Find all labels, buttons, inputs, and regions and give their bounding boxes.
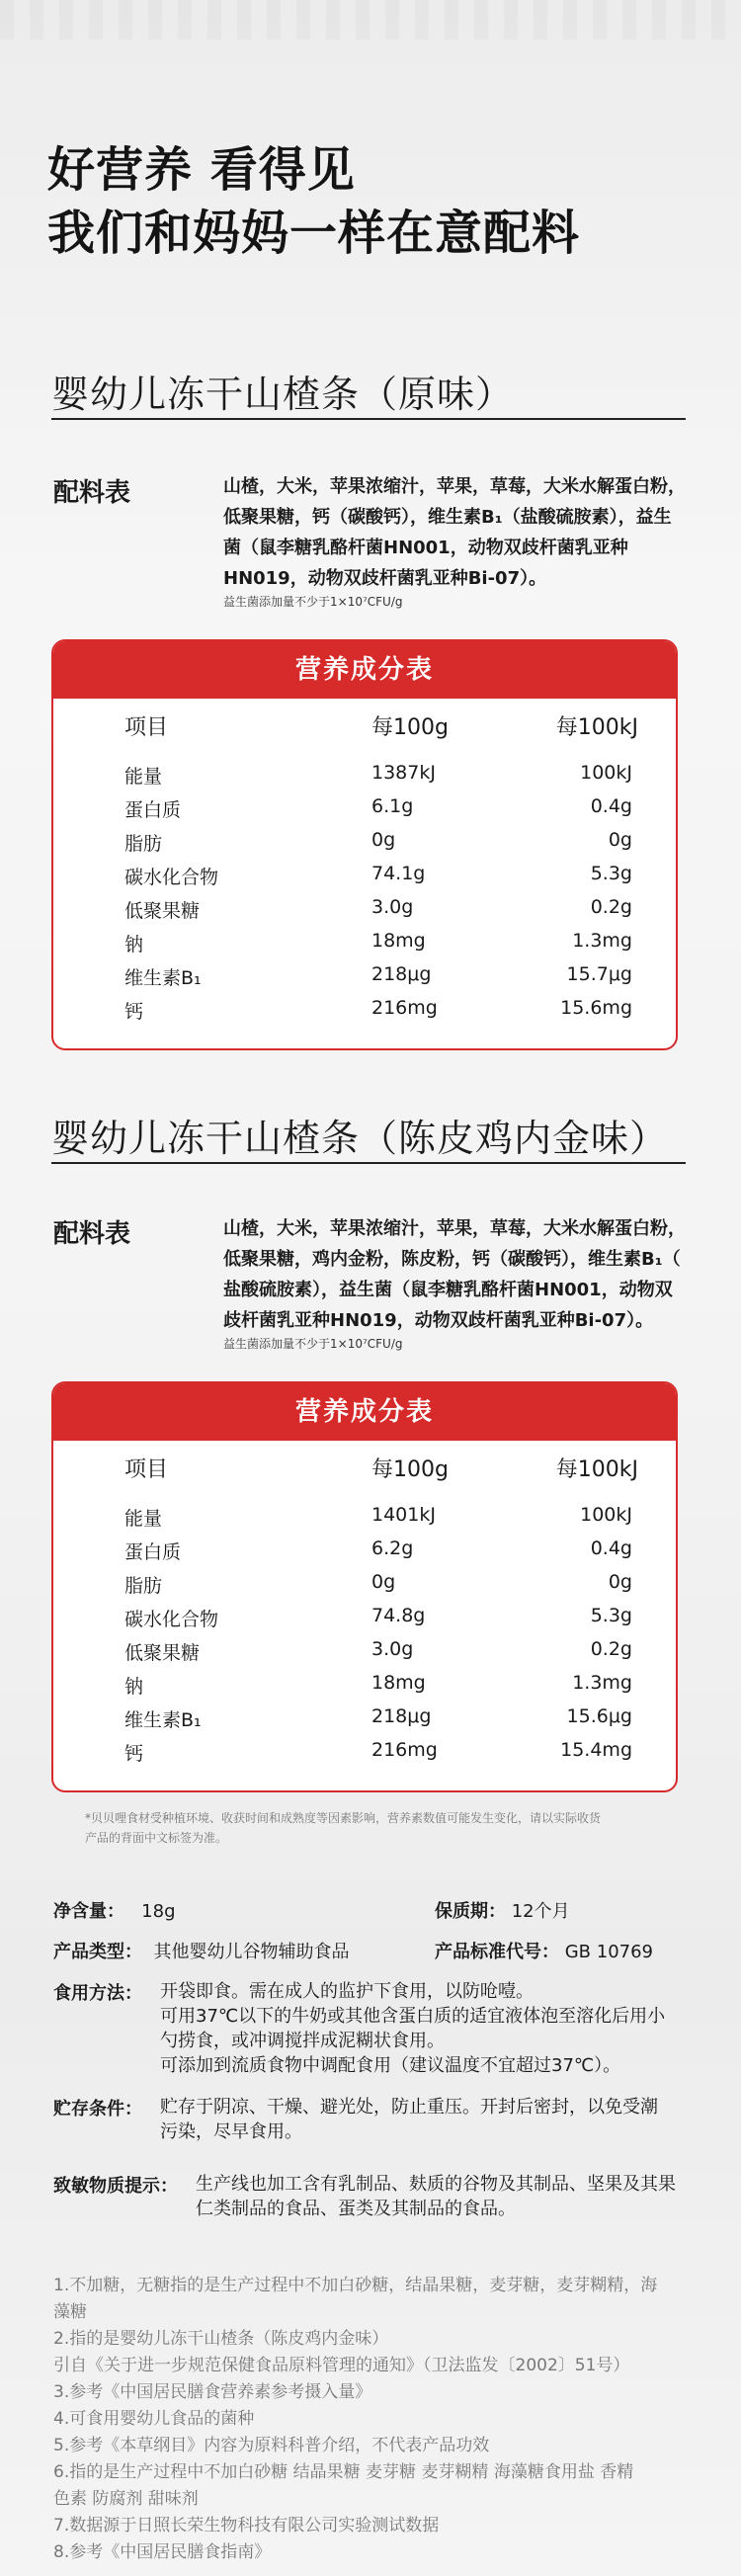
ingredients-line: 低聚果糖，鸡内金粉，陈皮粉，钙（碳酸钙），维生素B₁（: [223, 1249, 681, 1270]
nutrition-table-title: 营养成分表: [53, 641, 676, 699]
ingredients-line: 山楂，大米，苹果浓缩汁，苹果，草莓，大米水解蛋白粉，: [223, 1218, 686, 1239]
allergen-line: 仁类制品的食品、蛋类及其制品的食品。: [196, 2199, 516, 2219]
per-100kj-value: 0g: [608, 829, 632, 851]
product-standard-value: GB 10769: [564, 1942, 654, 1962]
per-100g-value: 0g: [371, 1571, 396, 1593]
table-row: [53, 1672, 676, 1705]
footnote: 引自《关于进一步规范保健食品原料管理的通知》（卫法监发〔2002〕51号）: [53, 2356, 630, 2375]
disclaimer-line: *贝贝哩食材受种植环境、收获时间和成熟度等因素影响，营养素数值可能发生变化，请以实际收货: [85, 1811, 602, 1825]
allergen-line: 生产线也加工含有乳制品、麸质的谷物及其制品、坚果及其果: [196, 2174, 676, 2195]
per-100kj-value: 5.3g: [590, 863, 632, 884]
footnote: 7.数据源于日照长荣生物科技有限公司实验测试数据: [53, 2516, 440, 2535]
footnote: 6.指的是生产过程中不加白砂糖 结晶果糖 麦芽糖 麦芽糊精 海藻糖食用盐 香精: [53, 2462, 634, 2482]
probiotic-note: 益生菌添加量不少于1×10⁷CFU/g: [223, 595, 403, 609]
net-content: [53, 1897, 176, 1923]
ingredients-label: 配料表: [53, 1219, 131, 1249]
nutrition-header-row: [53, 1453, 676, 1504]
ingredients-line: 菌（鼠李糖乳酪杆菌HN001，动物双歧杆菌乳亚种: [223, 538, 628, 558]
per-100kj-value: 15.7μg: [566, 963, 632, 985]
table-row: [53, 997, 676, 1031]
header-per-100kj: 每100kJ: [555, 1457, 638, 1482]
nutrient-name: 能量: [124, 1508, 163, 1530]
shelf-life-label: 保质期：: [435, 1901, 506, 1922]
nutrition-table-title: 营养成分表: [53, 1383, 676, 1441]
footnote: 2.指的是婴幼儿冻干山楂条（陈皮鸡内金味）: [53, 2329, 389, 2349]
per-100kj-value: 5.3g: [590, 1605, 632, 1626]
nutrition-table: [51, 639, 678, 1050]
per-100g-value: 1387kJ: [371, 762, 436, 784]
nutrient-name: 碳水化合物: [124, 867, 219, 888]
per-100g-value: 216mg: [371, 1739, 438, 1761]
hero-heading: [47, 138, 580, 265]
per-100kj-value: 0.2g: [590, 1638, 632, 1660]
nutrient-name: 能量: [124, 766, 163, 788]
product-title: 婴幼儿冻干山楂条（陈皮鸡内金味）: [51, 1117, 669, 1160]
footnote: 8.参考《中国居民膳食指南》: [53, 2542, 272, 2562]
shelf-life: [435, 1897, 570, 1923]
per-100g-value: 218μg: [371, 1705, 432, 1727]
nutrient-name: 低聚果糖: [124, 900, 201, 922]
footnote: 4.可食用婴幼儿食品的菌种: [53, 2409, 255, 2429]
usage-label-wrap: [53, 1979, 142, 2005]
nutrient-name: 蛋白质: [124, 799, 182, 821]
table-row: [53, 829, 676, 863]
per-100kj-value: 1.3mg: [572, 930, 632, 952]
per-100g-value: 74.8g: [371, 1605, 426, 1626]
per-100kj-value: 0.2g: [590, 896, 632, 918]
per-100kj-value: 100kJ: [580, 762, 632, 784]
nutrition-header-row: [53, 710, 676, 762]
per-100g-value: 1401kJ: [371, 1504, 436, 1526]
nutrient-name: 脂肪: [124, 1575, 163, 1597]
footnote: 藻糖: [53, 2302, 87, 2322]
product-title: 婴幼儿冻干山楂条（原味）: [51, 373, 515, 416]
ingredients-line: 盐酸硫胺素），益生菌（鼠李糖乳酪杆菌HN001，动物双: [223, 1280, 673, 1300]
table-row: [53, 863, 676, 896]
usage-line: 可用37℃以下的牛奶或其他含蛋白质的适宜液体泡至溶化后用小: [160, 2006, 666, 2027]
net-content-label: 净含量：: [53, 1901, 124, 1922]
allergen-label-wrap: [53, 2172, 178, 2198]
per-100g-value: 18mg: [371, 930, 426, 952]
footnote: 3.参考《中国居民膳食营养素参考摄入量》: [53, 2382, 372, 2402]
title-divider: [51, 418, 686, 420]
allergen-label: 致敏物质提示：: [53, 2176, 178, 2197]
table-row: [53, 930, 676, 963]
per-100kj-value: 15.6μg: [566, 1705, 632, 1727]
table-row: [53, 1571, 676, 1605]
ingredients-line: HN019，动物双歧杆菌乳亚种Bi-07）。: [223, 568, 547, 589]
net-content-value: 18g: [141, 1901, 176, 1922]
ingredients-line: 低聚果糖，钙（碳酸钙），维生素B₁（盐酸硫胺素），益生: [223, 507, 672, 528]
per-100g-value: 18mg: [371, 1672, 426, 1694]
shelf-life-value: 12个月: [511, 1901, 570, 1922]
table-row: [53, 1504, 676, 1537]
product-type-value: 其他婴幼儿谷物辅助食品: [153, 1942, 350, 1962]
per-100g-value: 216mg: [371, 997, 438, 1019]
table-row: [53, 963, 676, 997]
ingredients-text: [223, 1213, 698, 1336]
per-100kj-value: 0.4g: [590, 1537, 632, 1559]
per-100g-value: 218μg: [371, 963, 432, 985]
usage-label: 食用方法：: [53, 1983, 142, 2004]
footnote: 1.不加糖，无糖指的是生产过程中不加白砂糖，结晶果糖，麦芽糖，麦芽糊精，海: [53, 2276, 658, 2295]
header-item: 项目: [124, 1457, 169, 1482]
storage-label: 贮存条件：: [53, 2099, 142, 2119]
nutrient-name: 钠: [124, 934, 144, 956]
per-100kj-value: 1.3mg: [572, 1672, 632, 1694]
storage-line: 贮存于阴凉、干燥、避光处，防止重压。开封后密封，以免受潮: [160, 2097, 658, 2118]
disclaimer-line: 产品的背面中文标签为准。: [85, 1831, 228, 1845]
table-row: [53, 762, 676, 795]
nutrient-name: 钠: [124, 1676, 144, 1698]
nutrition-table: [51, 1381, 678, 1792]
usage-line: 可添加到流质食物中调配食用（建议温度不宜超过37℃）。: [160, 2055, 621, 2076]
nutrient-disclaimer: [85, 1808, 668, 1848]
per-100g-value: 74.1g: [371, 863, 426, 884]
allergen-text: [196, 2172, 700, 2221]
per-100kj-value: 0.4g: [590, 795, 632, 817]
usage-line: 勺捞食，或冲调搅拌成泥糊状食用。: [160, 2031, 445, 2051]
footnotes: [53, 2273, 696, 2566]
ingredients-line: 山楂，大米，苹果浓缩汁，苹果，草莓，大米水解蛋白粉，: [223, 476, 686, 497]
hero-line-1: 好营养 看得见: [47, 142, 356, 198]
probiotic-note: 益生菌添加量不少于1×10⁷CFU/g: [223, 1337, 403, 1351]
product-type-label: 产品类型：: [53, 1942, 142, 1962]
nutrient-name: 维生素B₁: [124, 1709, 202, 1731]
per-100kj-value: 0g: [608, 1571, 632, 1593]
header-per-100g: 每100g: [371, 1457, 449, 1482]
storage-line: 污染，尽早食用。: [160, 2121, 302, 2142]
footnote: 色素 防腐剂 甜味剂: [53, 2489, 199, 2509]
ingredients-line: 歧杆菌乳亚种HN019，动物双歧杆菌乳亚种Bi-07）。: [223, 1310, 654, 1331]
per-100kj-value: 100kJ: [580, 1504, 632, 1526]
usage-text: [160, 1979, 703, 2078]
nutrient-name: 钙: [124, 1743, 144, 1765]
nutrient-name: 低聚果糖: [124, 1642, 201, 1664]
nutrient-name: 维生素B₁: [124, 967, 202, 989]
usage-line: 开袋即食。需在成人的监护下食用，以防呛噎。: [160, 1981, 534, 2002]
header-item: 项目: [124, 715, 169, 740]
ingredients-text: [223, 471, 698, 594]
table-row: [53, 1638, 676, 1672]
table-row: [53, 896, 676, 930]
footnote: 5.参考《本草纲目》内容为原料科普介绍，不代表产品功效: [53, 2436, 490, 2455]
table-row: [53, 795, 676, 829]
storage-text: [160, 2095, 703, 2144]
hero-line-2: 我们和妈妈一样在意配料: [47, 206, 581, 261]
table-row: [53, 1605, 676, 1638]
nutrient-name: 蛋白质: [124, 1541, 182, 1563]
per-100g-value: 0g: [371, 829, 396, 851]
product-type: [53, 1938, 349, 1963]
per-100kj-value: 15.4mg: [560, 1739, 632, 1761]
per-100g-value: 6.1g: [371, 795, 414, 817]
storage-label-wrap: [53, 2095, 142, 2120]
title-divider: [51, 1162, 686, 1164]
nutrient-name: 碳水化合物: [124, 1609, 219, 1630]
nutrient-name: 钙: [124, 1001, 144, 1023]
per-100g-value: 3.0g: [371, 1638, 414, 1660]
per-100g-value: 6.2g: [371, 1537, 414, 1559]
table-row: [53, 1537, 676, 1571]
header-per-100kj: 每100kJ: [555, 715, 638, 740]
ingredients-label: 配料表: [53, 478, 131, 508]
table-row: [53, 1705, 676, 1739]
nutrient-name: 脂肪: [124, 833, 163, 855]
header-per-100g: 每100g: [371, 715, 449, 740]
product-standard-label: 产品标准代号：: [435, 1942, 559, 1962]
top-decorative-strip: [0, 0, 741, 40]
product-standard: [435, 1938, 653, 1963]
table-row: [53, 1739, 676, 1773]
per-100kj-value: 15.6mg: [560, 997, 632, 1019]
per-100g-value: 3.0g: [371, 896, 414, 918]
